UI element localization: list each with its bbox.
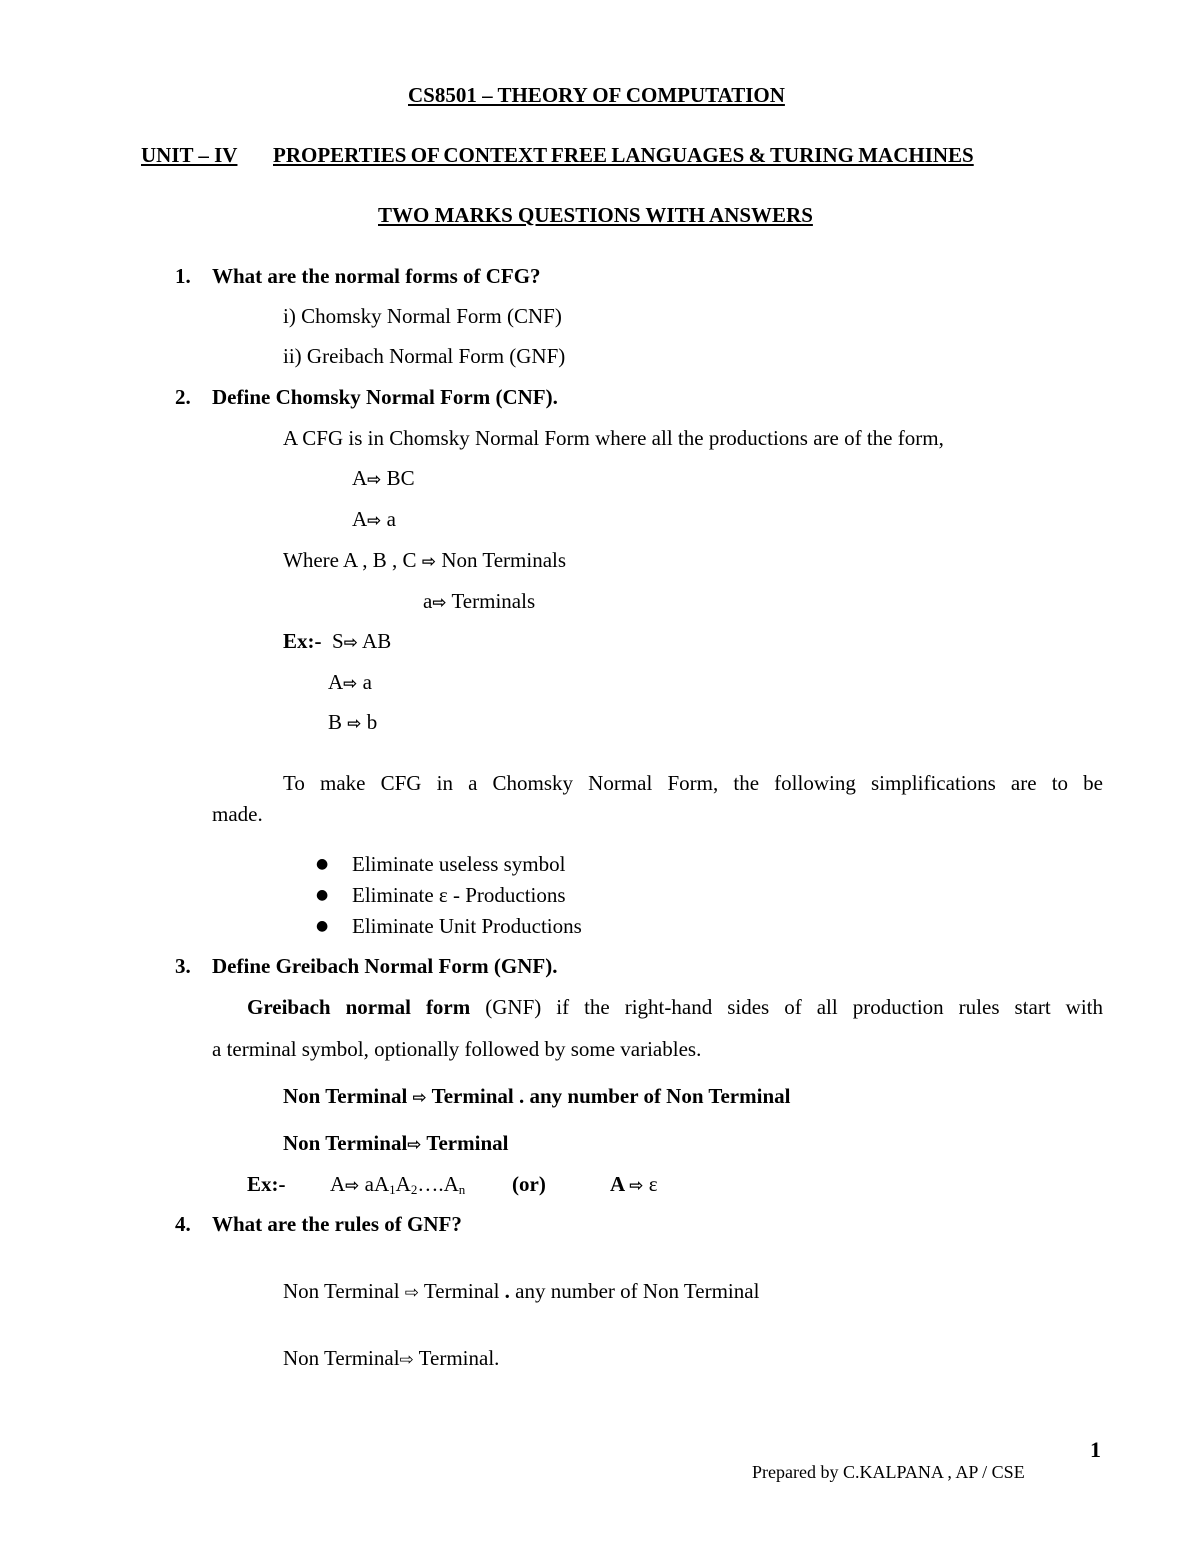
question-number: 2. [175, 385, 191, 409]
unit-title: PROPERTIES OF CONTEXT FREE LANGUAGES & TURING MACHINES [273, 143, 974, 167]
course-title: CS8501 – THEORY OF COMPUTATION [408, 83, 785, 107]
terminals-line: a⇨ Terminals [423, 589, 536, 613]
arrow-icon: ⇨ [343, 633, 358, 653]
definition-line: Greibach normal form (GNF) if the right-hand sides of all production rules start with [247, 995, 1103, 1019]
bullet-icon: ● [316, 918, 329, 934]
example-rule: A ⇨ ε [610, 1172, 658, 1196]
answer-line: ii) Greibach Normal Form (GNF) [283, 344, 566, 368]
example-rule: A⇨ a [328, 670, 372, 694]
production-rule: A⇨ BC [352, 466, 415, 490]
definition-line: a terminal symbol, optionally followed by some variables. [212, 1037, 702, 1061]
arrow-icon: ⇨ [404, 1283, 420, 1303]
arrow-icon: ⇨ [629, 1176, 644, 1196]
question-text: What are the normal forms of CFG? [212, 264, 541, 288]
question-number: 1. [175, 264, 191, 288]
bullet-item: Eliminate Unit Productions [352, 914, 582, 938]
prepared-by: Prepared by C.KALPANA , AP / CSE [752, 1462, 1025, 1482]
arrow-icon: ⇨ [343, 674, 358, 694]
arrow-icon: ⇨ [407, 1135, 422, 1155]
bullet-item: Eliminate ε - Productions [352, 883, 566, 907]
question-text: Define Greibach Normal Form (GNF). [212, 954, 558, 978]
arrow-icon: ⇨ [367, 470, 382, 490]
arrow-icon: ⇨ [347, 714, 362, 734]
question-number: 4. [175, 1212, 191, 1236]
gnf-rule: Non Terminal⇨ Terminal. [283, 1346, 500, 1370]
definition-text: A CFG is in Chomsky Normal Form where all the productions are of the form, [283, 426, 944, 450]
bullet-item: Eliminate useless symbol [352, 852, 566, 876]
production-rule: A⇨ a [352, 507, 396, 531]
example-rule: A⇨ $aA_1A_2\dots.A_n$ [330, 1172, 466, 1197]
example-label: Ex:- [247, 1172, 286, 1196]
question-text: What are the rules of GNF? [212, 1212, 462, 1236]
question-number: 3. [175, 954, 191, 978]
gnf-rule: Non Terminal ⇨ Terminal . any number of Non Terminal [283, 1279, 760, 1303]
where-line: Where A , B , C ⇨ Non Terminals [283, 548, 567, 572]
question-text: Define Chomsky Normal Form (CNF). [212, 385, 558, 409]
arrow-icon: ⇨ [412, 1088, 427, 1108]
or-label: (or) [512, 1172, 546, 1196]
answer-line: i) Chomsky Normal Form (CNF) [283, 304, 562, 328]
gnf-rule: Non Terminal ⇨ Terminal . any number of Non Terminal [283, 1084, 791, 1108]
unit-label: UNIT – IV [141, 143, 238, 167]
arrow-icon: ⇨ [432, 593, 447, 613]
example-rule: B ⇨ b [328, 710, 378, 734]
section-title: TWO MARKS QUESTIONS WITH ANSWERS [378, 203, 813, 227]
page-number: 1 [1090, 1437, 1101, 1462]
arrow-icon: ⇨ [345, 1176, 360, 1196]
paragraph-line: To make CFG in a Chomsky Normal Form, the following simplifications are to be [283, 771, 1103, 795]
arrow-icon: ⇨ [399, 1350, 414, 1370]
paragraph-line: made. [212, 802, 263, 826]
arrow-icon: ⇨ [367, 511, 382, 531]
arrow-icon: ⇨ [421, 552, 437, 572]
example-line: Ex:- S⇨ AB [283, 629, 392, 653]
example-label: Ex:- [283, 629, 322, 653]
gnf-rule: Non Terminal⇨ Terminal [283, 1131, 509, 1155]
defined-term: Greibach normal form [247, 995, 471, 1019]
bullet-icon: ● [316, 887, 329, 903]
bullet-icon: ● [316, 856, 329, 872]
